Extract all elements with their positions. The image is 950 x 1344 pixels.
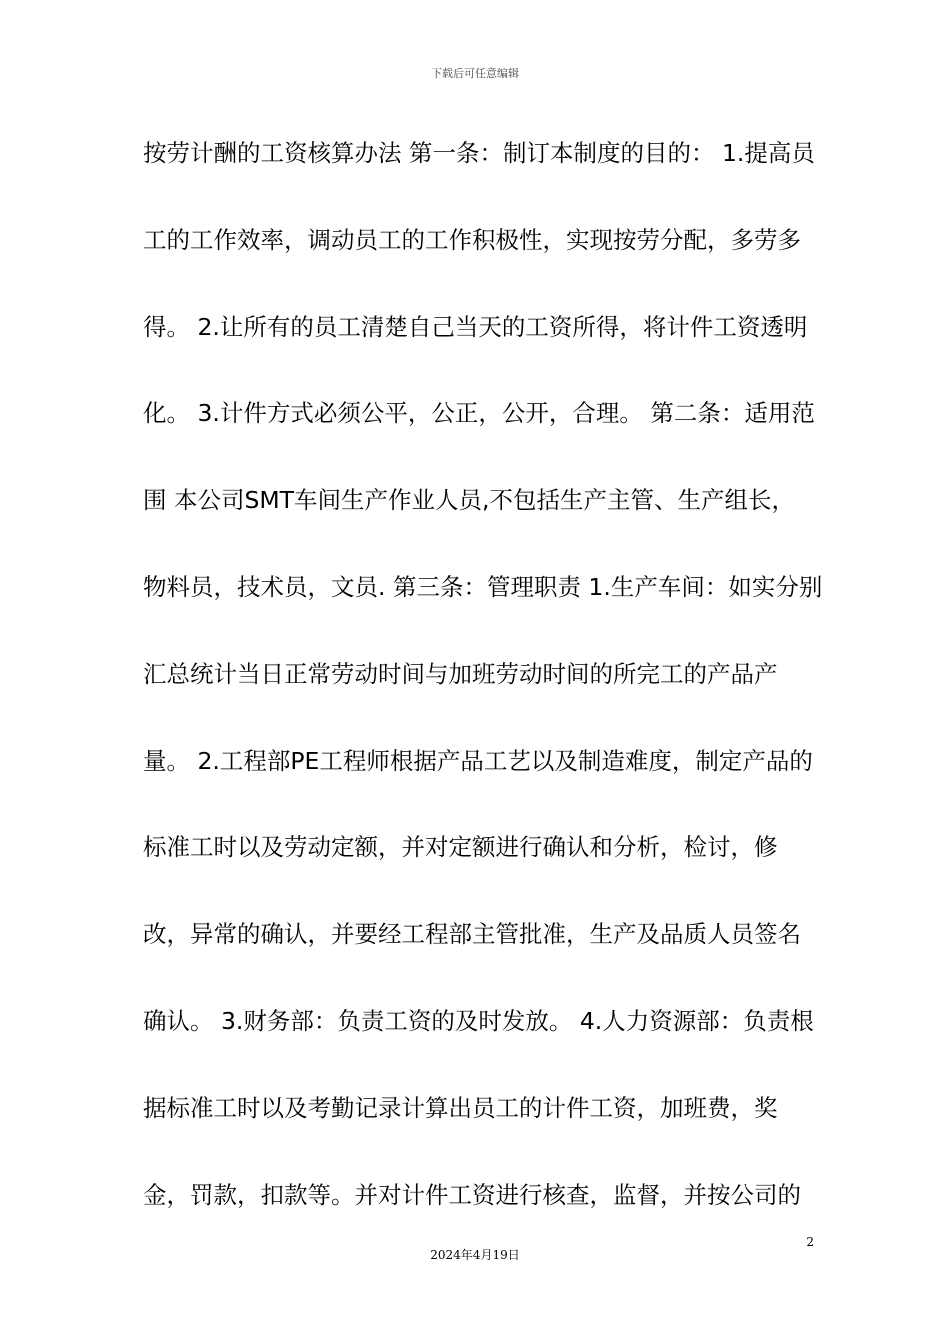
body-line: 物料员，技术员，文员. 第三条：管理职责 1.生产车间：如实分别 — [143, 572, 823, 601]
body-line: 按劳计酬的工资核算办法 第一条：制订本制度的目的： 1.提高员 — [143, 139, 815, 167]
page-number: 2 — [806, 1235, 814, 1249]
body-line: 量。 2.工程部PE工程师根据产品工艺以及制造难度，制定产品的 — [143, 746, 813, 775]
body-line: 得。 2.让所有的员工清楚自己当天的工资所得，将计件工资透明 — [143, 312, 808, 341]
body-line: 围 本公司SMT车间生产作业人员,不包括生产主管、生产组长， — [143, 486, 795, 515]
body-text — [143, 128, 823, 1256]
body-line: 金，罚款，扣款等。并对计件工资进行核查，监督，并按公司的 — [143, 1180, 801, 1209]
footer-date: 2024年4月19日 — [430, 1248, 520, 1262]
body-line: 据标准工时以及考勤记录计算出员工的计件工资，加班费，奖 — [143, 1093, 778, 1122]
body-line: 确认。 3.财务部：负责工资的及时发放。 4.人力资源部：负责根 — [143, 1006, 814, 1035]
body-line: 标准工时以及劳动定额，并对定额进行确认和分析，检讨，修 — [143, 833, 778, 862]
body-line: 工的工作效率，调动员工的工作积极性，实现按劳分配，多劳多 — [143, 225, 801, 254]
page-header: 下载后可任意编辑 — [431, 67, 519, 80]
body-line: 改，异常的确认，并要经工程部主管批准，生产及品质人员签名 — [143, 920, 801, 949]
body-line: 汇总统计当日正常劳动时间与加班劳动时间的所完工的产品产 — [143, 659, 778, 688]
body-line: 化。 3.计件方式必须公平，公正，公开，合理。 第二条：适用范 — [143, 399, 815, 428]
